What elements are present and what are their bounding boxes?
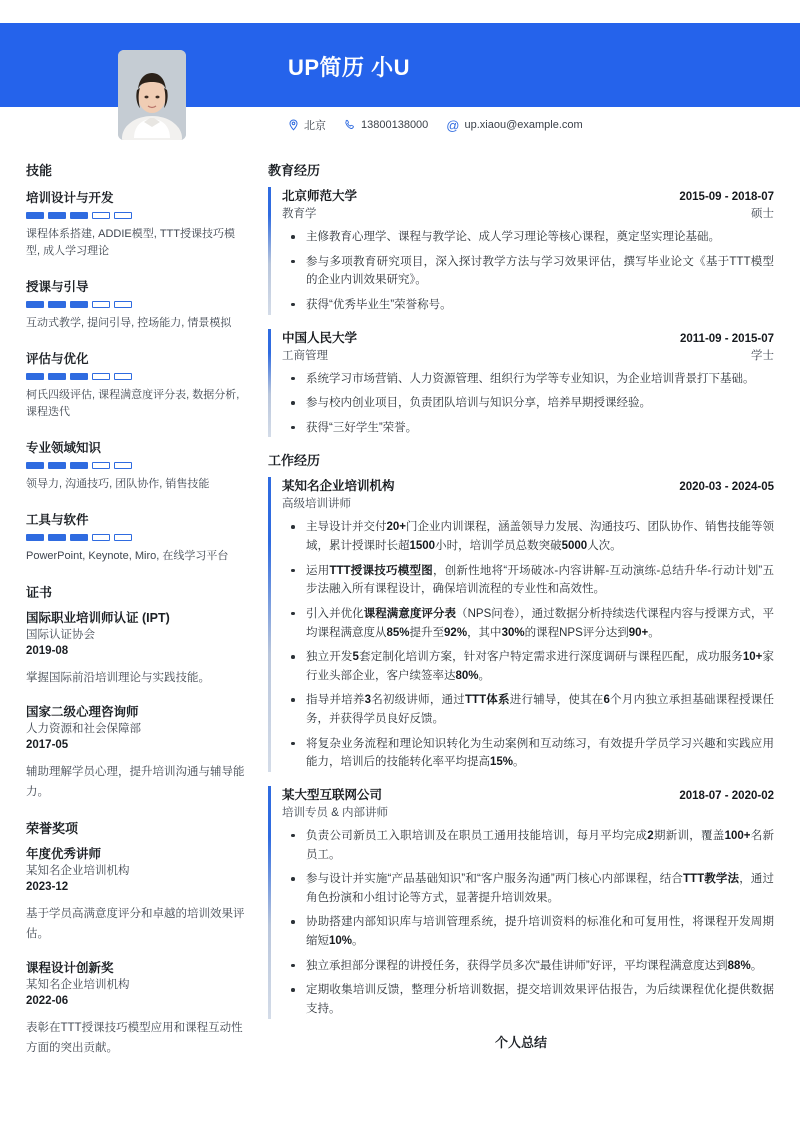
sidebar bbox=[0, 160, 268, 1074]
contact-email-text: up.xiaou@example.com bbox=[464, 119, 583, 131]
credential-description: 辅助理解学员心理，提升培训沟通与辅导能力。 bbox=[26, 765, 245, 798]
entry-bullet-list bbox=[282, 370, 774, 438]
skill-level-meter bbox=[26, 534, 246, 541]
entry-bullet: 定期收集培训反馈，整理分析培训数据，提交培训效果评估报告，为后续课程优化提供数据支持。 bbox=[282, 981, 774, 1018]
skill-item bbox=[26, 277, 246, 332]
skill-level-segment bbox=[26, 534, 44, 541]
skill-level-segment bbox=[92, 534, 110, 541]
entry-header bbox=[282, 186, 774, 204]
skill-level-segment bbox=[114, 534, 132, 541]
entry-bullet: 获得“三好学生”荣誉。 bbox=[282, 419, 774, 438]
skill-level-segment bbox=[26, 301, 44, 308]
entry-bullet: 系统学习市场营销、人力资源管理、组织行为学等专业知识，为企业培训背景打下基础。 bbox=[282, 370, 774, 389]
entry-organization: 某知名企业培训机构 bbox=[282, 479, 395, 494]
skill-name: 专业领域知识 bbox=[26, 441, 102, 456]
location-pin-icon bbox=[288, 119, 299, 131]
entry-bullet: 获得“优秀毕业生”荣誉称号。 bbox=[282, 296, 774, 315]
skill-item bbox=[26, 188, 246, 260]
work-entries bbox=[268, 476, 774, 1018]
credential-date: 2019-08 bbox=[26, 645, 69, 658]
entry-degree: 硕士 bbox=[751, 208, 774, 220]
entry-date-range: 2020-03 - 2024-05 bbox=[679, 481, 774, 494]
avatar bbox=[118, 50, 186, 140]
entry-date-range: 2015-09 - 2018-07 bbox=[679, 191, 774, 203]
entry-subheader bbox=[282, 205, 774, 221]
education-entries bbox=[268, 186, 774, 437]
skill-description: 领导力, 沟通技巧, 团队协作, 销售技能 bbox=[26, 478, 210, 491]
credential-item bbox=[26, 960, 246, 1058]
entry-role: 高级培训讲师 bbox=[282, 498, 351, 511]
skill-level-segment bbox=[26, 212, 44, 219]
entry-bullet: 将复杂业务流程和理论知识转化为生动案例和互动练习，有效提升学员学习兴趣和实践应用能力，培训后的技能转化率平均提高15%。 bbox=[282, 735, 774, 772]
skill-level-segment bbox=[48, 462, 66, 469]
entry-bullet: 独立承担部分课程的讲授任务，获得学员多次“最佳讲师”好评，平均课程满意度达到88%。 bbox=[282, 957, 774, 976]
main-column bbox=[268, 160, 800, 1051]
skill-level-meter bbox=[26, 462, 246, 469]
credential-org: 某知名企业培训机构 bbox=[26, 864, 130, 877]
timeline-entry bbox=[268, 476, 774, 772]
entry-bullet-list bbox=[282, 827, 774, 1019]
skill-level-segment bbox=[114, 212, 132, 219]
credential-title: 课程设计创新奖 bbox=[26, 960, 114, 975]
section-work bbox=[268, 450, 774, 1018]
skill-description: 互动式教学, 提问引导, 控场能力, 情景模拟 bbox=[26, 317, 232, 330]
sidebar-heading-awards: 荣誉奖项 bbox=[26, 820, 79, 836]
contact-location bbox=[288, 117, 326, 133]
entry-organization: 北京师范大学 bbox=[282, 189, 358, 203]
credential-org: 某知名企业培训机构 bbox=[26, 978, 130, 991]
skill-level-segment bbox=[92, 212, 110, 219]
entry-header bbox=[282, 328, 774, 346]
skill-level-segment bbox=[70, 301, 88, 308]
skill-level-segment bbox=[114, 301, 132, 308]
credential-title: 国家二级心理咨询师 bbox=[26, 705, 139, 720]
entry-header bbox=[282, 476, 774, 494]
credential-item bbox=[26, 610, 246, 688]
skill-level-segment bbox=[70, 373, 88, 380]
credential-date: 2023-12 bbox=[26, 880, 69, 893]
skill-level-segment bbox=[26, 373, 44, 380]
timeline-entry bbox=[268, 785, 774, 1019]
entry-bullet: 参与设计并实施“产品基础知识”和“客户服务沟通”两门核心内部课程，结合TTT教学法，通过角色扮演和小组讨论等方式，显著提升培训效果。 bbox=[282, 870, 774, 907]
skill-level-meter bbox=[26, 373, 246, 380]
contact-row bbox=[288, 117, 583, 133]
credential-description: 掌握国际前沿培训理论与实践技能。 bbox=[26, 671, 210, 684]
skill-description: PowerPoint, Keynote, Miro, 在线学习平台 bbox=[26, 550, 229, 563]
credential-item bbox=[26, 846, 246, 944]
contact-email bbox=[446, 119, 582, 132]
credential-description: 基于学员高满意度评分和卓越的培训效果评估。 bbox=[26, 907, 245, 940]
contact-location-text: 北京 bbox=[304, 120, 326, 132]
credential-date: 2022-06 bbox=[26, 994, 69, 1007]
entry-organization: 某大型互联网公司 bbox=[282, 787, 383, 802]
skill-level-segment bbox=[48, 301, 66, 308]
timeline-entry bbox=[268, 328, 774, 438]
credential-description: 表彰在TTT授课技巧模型应用和课程互动性方面的突出贡献。 bbox=[26, 1021, 243, 1054]
skill-name: 评估与优化 bbox=[26, 352, 89, 367]
skill-level-segment bbox=[114, 373, 132, 380]
entry-organization: 中国人民大学 bbox=[282, 330, 358, 345]
skill-level-segment bbox=[92, 462, 110, 469]
credential-org: 人力资源和社会保障部 bbox=[26, 722, 141, 735]
skill-name: 工具与软件 bbox=[26, 513, 89, 528]
certificates-list bbox=[26, 610, 246, 802]
timeline-entry bbox=[268, 186, 774, 315]
skill-level-segment bbox=[70, 534, 88, 541]
entry-bullet: 指导并培养3名初级讲师，通过TTT体系进行辅导，使其在6个月内独立承担基础课程授课任务，并获得学员良好反馈。 bbox=[282, 691, 774, 728]
entry-bullet-list bbox=[282, 228, 774, 315]
page-title: UP简历 小U bbox=[288, 55, 411, 80]
skill-description: 课程体系搭建, ADDIE模型, TTT授课技巧模型, 成人学习理论 bbox=[26, 228, 235, 258]
sidebar-heading-certificates: 证书 bbox=[26, 585, 53, 601]
skill-level-segment bbox=[48, 212, 66, 219]
entry-role: 培训专员 & 内部讲师 bbox=[282, 806, 389, 819]
entry-subheader bbox=[282, 347, 774, 363]
skill-level-segment bbox=[48, 373, 66, 380]
entry-date-range: 2018-07 - 2020-02 bbox=[679, 789, 774, 802]
skill-item bbox=[26, 438, 246, 493]
contact-phone-text: 13800138000 bbox=[361, 119, 429, 131]
skill-level-segment bbox=[70, 212, 88, 219]
entry-subheader bbox=[282, 804, 774, 820]
credential-item bbox=[26, 704, 246, 802]
entry-role: 工商管理 bbox=[282, 349, 328, 362]
email-at-icon: @ bbox=[446, 117, 460, 133]
entry-role: 教育学 bbox=[282, 208, 317, 220]
entry-bullet-list bbox=[282, 518, 774, 772]
entry-bullet: 主修教育心理学、课程与教学论、成人学习理论等核心课程，奠定坚实理论基础。 bbox=[282, 228, 774, 247]
entry-bullet: 负责公司新员工入职培训及在职员工通用技能培训，每月平均完成2期新训，覆盖100+名新员工。 bbox=[282, 827, 774, 864]
entry-degree: 学士 bbox=[751, 349, 774, 362]
entry-bullet: 运用TTT授课技巧模型图，创新性地将“开场破冰-内容讲解-互动演练-总结升华-行动计划”五步法融入所有课程设计，确保培训流程的专业性和高效性。 bbox=[282, 562, 774, 599]
skills-list bbox=[26, 188, 246, 565]
section-education bbox=[268, 160, 774, 437]
entry-bullet: 协助搭建内部知识库与培训管理系统，提升培训资料的标准化和可复用性，将课程开发周期缩短10%。 bbox=[282, 913, 774, 950]
skill-level-segment bbox=[48, 534, 66, 541]
section-title-education: 教育经历 bbox=[268, 163, 321, 178]
skill-level-segment bbox=[114, 462, 132, 469]
entry-bullet: 主导设计并交付20+门企业内训课程，涵盖领导力发展、沟通技巧、团队协作、销售技能等领域，累计授课时长超1500小时，培训学员总数突破5000人次。 bbox=[282, 518, 774, 555]
phone-icon bbox=[344, 119, 356, 131]
contact-phone bbox=[344, 119, 428, 131]
section-title-summary: 个人总结 bbox=[494, 1034, 547, 1050]
entry-bullet: 参与多项教育研究项目，深入探讨教学方法与学习效果评估，撰写毕业论文《基于TTT模型的企业内训效果研究》。 bbox=[282, 253, 774, 290]
credential-org: 国际认证协会 bbox=[26, 629, 95, 642]
entry-subheader bbox=[282, 495, 774, 511]
skill-item bbox=[26, 510, 246, 565]
skill-level-segment bbox=[92, 301, 110, 308]
section-title-work: 工作经历 bbox=[268, 453, 321, 469]
awards-list bbox=[26, 846, 246, 1058]
skill-description: 柯氏四级评估, 课程满意度评分表, 数据分析, 课程迭代 bbox=[26, 389, 240, 419]
skill-level-segment bbox=[92, 373, 110, 380]
entry-bullet: 参与校内创业项目，负责团队培训与知识分享，培养早期授课经验。 bbox=[282, 394, 774, 413]
entry-header bbox=[282, 785, 774, 803]
credential-title: 国际职业培训师认证 (IPT) bbox=[26, 611, 170, 626]
credential-date: 2017-05 bbox=[26, 739, 69, 752]
skill-name: 培训设计与开发 bbox=[26, 191, 114, 205]
entry-bullet: 引入并优化课程满意度评分表（NPS问卷），通过数据分析持续迭代课程内容与授课方式，平均课程满意度从85%提升至92%，其中30%的课程NPS评分达到90+。 bbox=[282, 605, 774, 642]
skill-level-meter bbox=[26, 212, 246, 219]
skill-level-segment bbox=[26, 462, 44, 469]
entry-date-range: 2011-09 - 2015-07 bbox=[680, 332, 774, 345]
skill-level-meter bbox=[26, 301, 246, 308]
skill-level-segment bbox=[70, 462, 88, 469]
sidebar-heading-skills: 技能 bbox=[26, 163, 53, 178]
entry-bullet: 独立开发5套定制化培训方案，针对客户特定需求进行深度调研与课程匹配，成功服务10+家行业头部企业，客户续签率达80%。 bbox=[282, 648, 774, 685]
credential-title: 年度优秀讲师 bbox=[26, 846, 102, 861]
skill-name: 授课与引导 bbox=[26, 280, 89, 295]
skill-item bbox=[26, 349, 246, 421]
